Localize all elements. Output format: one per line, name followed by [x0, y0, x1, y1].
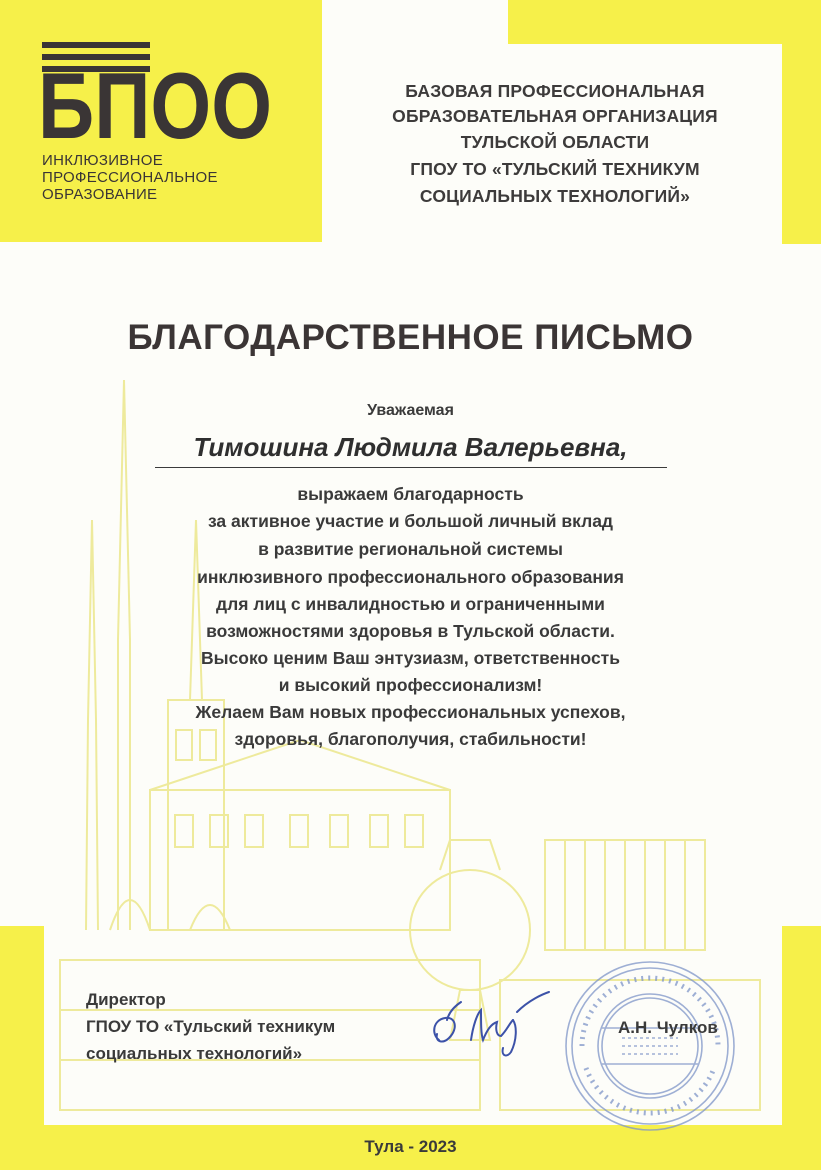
body-line-8: и высокий профессионализм! — [278, 675, 543, 695]
body-line-3: в развитие региональной системы — [258, 539, 563, 559]
org-name-line-2: ОБРАЗОВАТЕЛЬНАЯ ОРГАНИЗАЦИЯ — [392, 106, 718, 126]
yellow-strip-bottom-right — [782, 926, 821, 1170]
logo-subtitle-line-3: ОБРАЗОВАНИЕ — [42, 186, 158, 203]
yellow-strip-top-right — [508, 0, 821, 44]
letter-title: БЛАГОДАРСТВЕННОЕ ПИСЬМО — [127, 318, 694, 357]
body-line-7: Высоко ценим Ваш энтузиазм, ответственность — [200, 648, 621, 668]
org-name-line-3: ТУЛЬСКОЙ ОБЛАСТИ — [460, 132, 650, 152]
body-line-1: выражаем благодарность — [297, 484, 524, 504]
body-line-4: инклюзивного профессионального образования — [197, 567, 624, 587]
handwritten-signature — [425, 990, 555, 1060]
body-line-10: здоровья, благополучия, стабильности! — [234, 729, 587, 749]
signer-position-line-3: социальных технологий» — [86, 1044, 303, 1063]
body-line-5: для лиц с инвалидностью и ограниченными — [216, 594, 605, 614]
recipient-name: Тимошина Людмила Валерьевна, — [193, 432, 628, 462]
svg-text:БПОО: БПОО — [38, 58, 272, 148]
greeting: Уважаемая — [367, 402, 454, 419]
org-name-line-4: ГПОУ ТО «ТУЛЬСКИЙ ТЕХНИКУМ — [410, 159, 700, 179]
body-line-2: за активное участие и большой личный вклад — [207, 511, 614, 531]
official-stamp — [562, 958, 738, 1134]
bpoo-logo-wordmark — [36, 58, 276, 148]
org-name-line-1: БАЗОВАЯ ПРОФЕССИОНАЛЬНАЯ — [405, 81, 705, 101]
logo-bar-top — [42, 42, 150, 48]
body-line-6: возможностями здоровья в Тульской области. — [206, 621, 615, 641]
logo-subtitle-line-1: ИНКЛЮЗИВНОЕ — [42, 152, 164, 169]
place-and-year: Тула - 2023 — [364, 1137, 457, 1156]
signer-position-line-1: Директор — [86, 990, 166, 1009]
org-name-line-5: СОЦИАЛЬНЫХ ТЕХНОЛОГИЙ» — [419, 186, 691, 206]
logo-subtitle-line-2: ПРОФЕССИОНАЛЬНОЕ — [42, 169, 218, 186]
body-line-9: Желаем Вам новых профессиональных успехов, — [195, 702, 626, 722]
recipient-underline — [155, 467, 667, 468]
signer-position-line-2: ГПОУ ТО «Тульский техникум — [86, 1017, 336, 1036]
yellow-strip-right — [782, 0, 821, 244]
signer-name: А.Н. Чулков — [618, 1018, 718, 1037]
